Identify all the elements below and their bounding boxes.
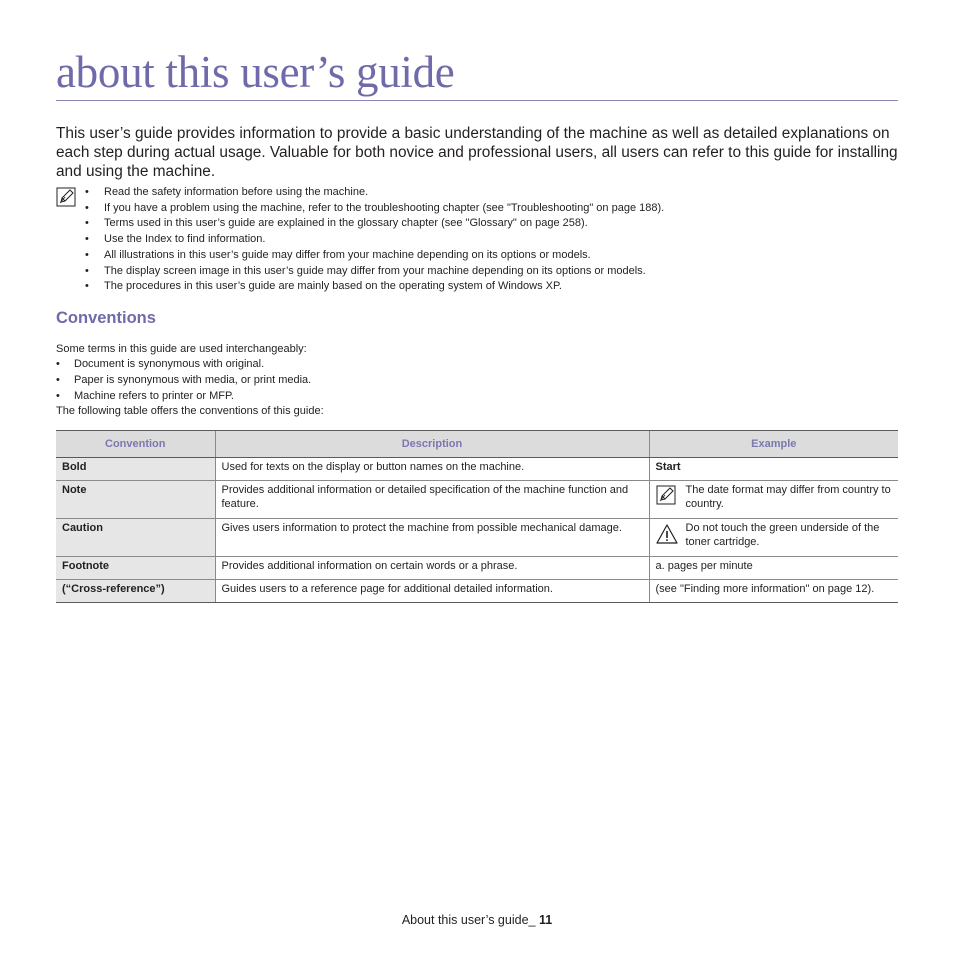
table-header-row (56, 431, 898, 458)
table-row (56, 458, 898, 481)
note-item: • If you have a problem using the machine, refer to the troubleshooting chapter (see "Troubleshooting" on page 188). (85, 201, 664, 217)
convention-cell: Caution (56, 519, 215, 557)
note-pencil-icon (656, 485, 678, 507)
column-header-description: Description (215, 431, 649, 458)
description-cell: Used for texts on the display or button names on the machine. (215, 458, 649, 481)
convention-cell: Note (56, 481, 215, 519)
intro-paragraph: This user’s guide provides information to provide a basic understanding of the machine as well as detailed explanations on each step during actual usage. Valuable for both novice and professional users, all users can refer to this guide for installing and using the machine. (56, 125, 898, 180)
footer-label: About this user’s guide_ (401, 913, 536, 927)
caution-triangle-icon (656, 523, 678, 545)
column-header-example: Example (649, 431, 898, 458)
note-item: • Read the safety information before using the machine. (85, 185, 664, 201)
note-item: • All illustrations in this user’s guide may differ from your machine depending on its options or models. (85, 248, 664, 264)
page-title: about this user’s guide (56, 47, 455, 97)
description-cell: Gives users information to protect the machine from possible mechanical damage. (215, 519, 649, 557)
note-item: • Terms used in this user’s guide are explained in the glossary chapter (see "Glossary" on page 258). (85, 216, 664, 232)
example-cell: (see "Finding more information" on page 12). (649, 580, 898, 603)
term-item: • Paper is synonymous with media, or print media. (56, 373, 311, 389)
column-header-convention: Convention (56, 431, 215, 458)
term-item: • Machine refers to printer or MFP. (56, 389, 311, 405)
conventions-intro: Some terms in this guide are used interchangeably: (56, 343, 307, 355)
description-cell: Guides users to a reference page for additional detailed information. (215, 580, 649, 603)
term-item: • Document is synonymous with original. (56, 357, 311, 373)
description-cell: Provides additional information on certain words or a phrase. (215, 557, 649, 580)
table-row (56, 519, 898, 557)
section-heading-conventions: Conventions (56, 309, 156, 327)
notes-list (85, 185, 664, 295)
example-cell (649, 458, 898, 481)
note-item: • Use the Index to find information. (85, 232, 664, 248)
conventions-table-intro: The following table offers the conventions of this guide: (56, 405, 324, 417)
table-row (56, 557, 898, 580)
conventions-terms-list (56, 357, 311, 404)
table-row (56, 580, 898, 603)
note-pencil-icon (56, 187, 76, 207)
example-cell: a. pages per minute (649, 557, 898, 580)
description-cell: Provides additional information or detailed specification of the machine function and feature. (215, 481, 649, 519)
convention-cell: Bold (56, 458, 215, 481)
page-footer (0, 913, 954, 927)
example-cell (649, 481, 898, 519)
title-divider (56, 100, 898, 101)
note-item: • The display screen image in this user’s guide may differ from your machine depending on its options or models. (85, 264, 664, 280)
convention-cell: Footnote (56, 557, 215, 580)
convention-cell: (“Cross-reference”) (56, 580, 215, 603)
conventions-table (56, 430, 898, 603)
example-cell (649, 519, 898, 557)
note-item: • The procedures in this user’s guide are mainly based on the operating system of Windows XP. (85, 279, 664, 295)
example-text: Do not touch the green underside of the toner cartridge. (685, 522, 880, 548)
table-row (56, 481, 898, 519)
example-text: The date format may differ from country to country. (685, 484, 891, 510)
page-number: 11 (538, 913, 553, 927)
example-text: Start (655, 461, 681, 473)
